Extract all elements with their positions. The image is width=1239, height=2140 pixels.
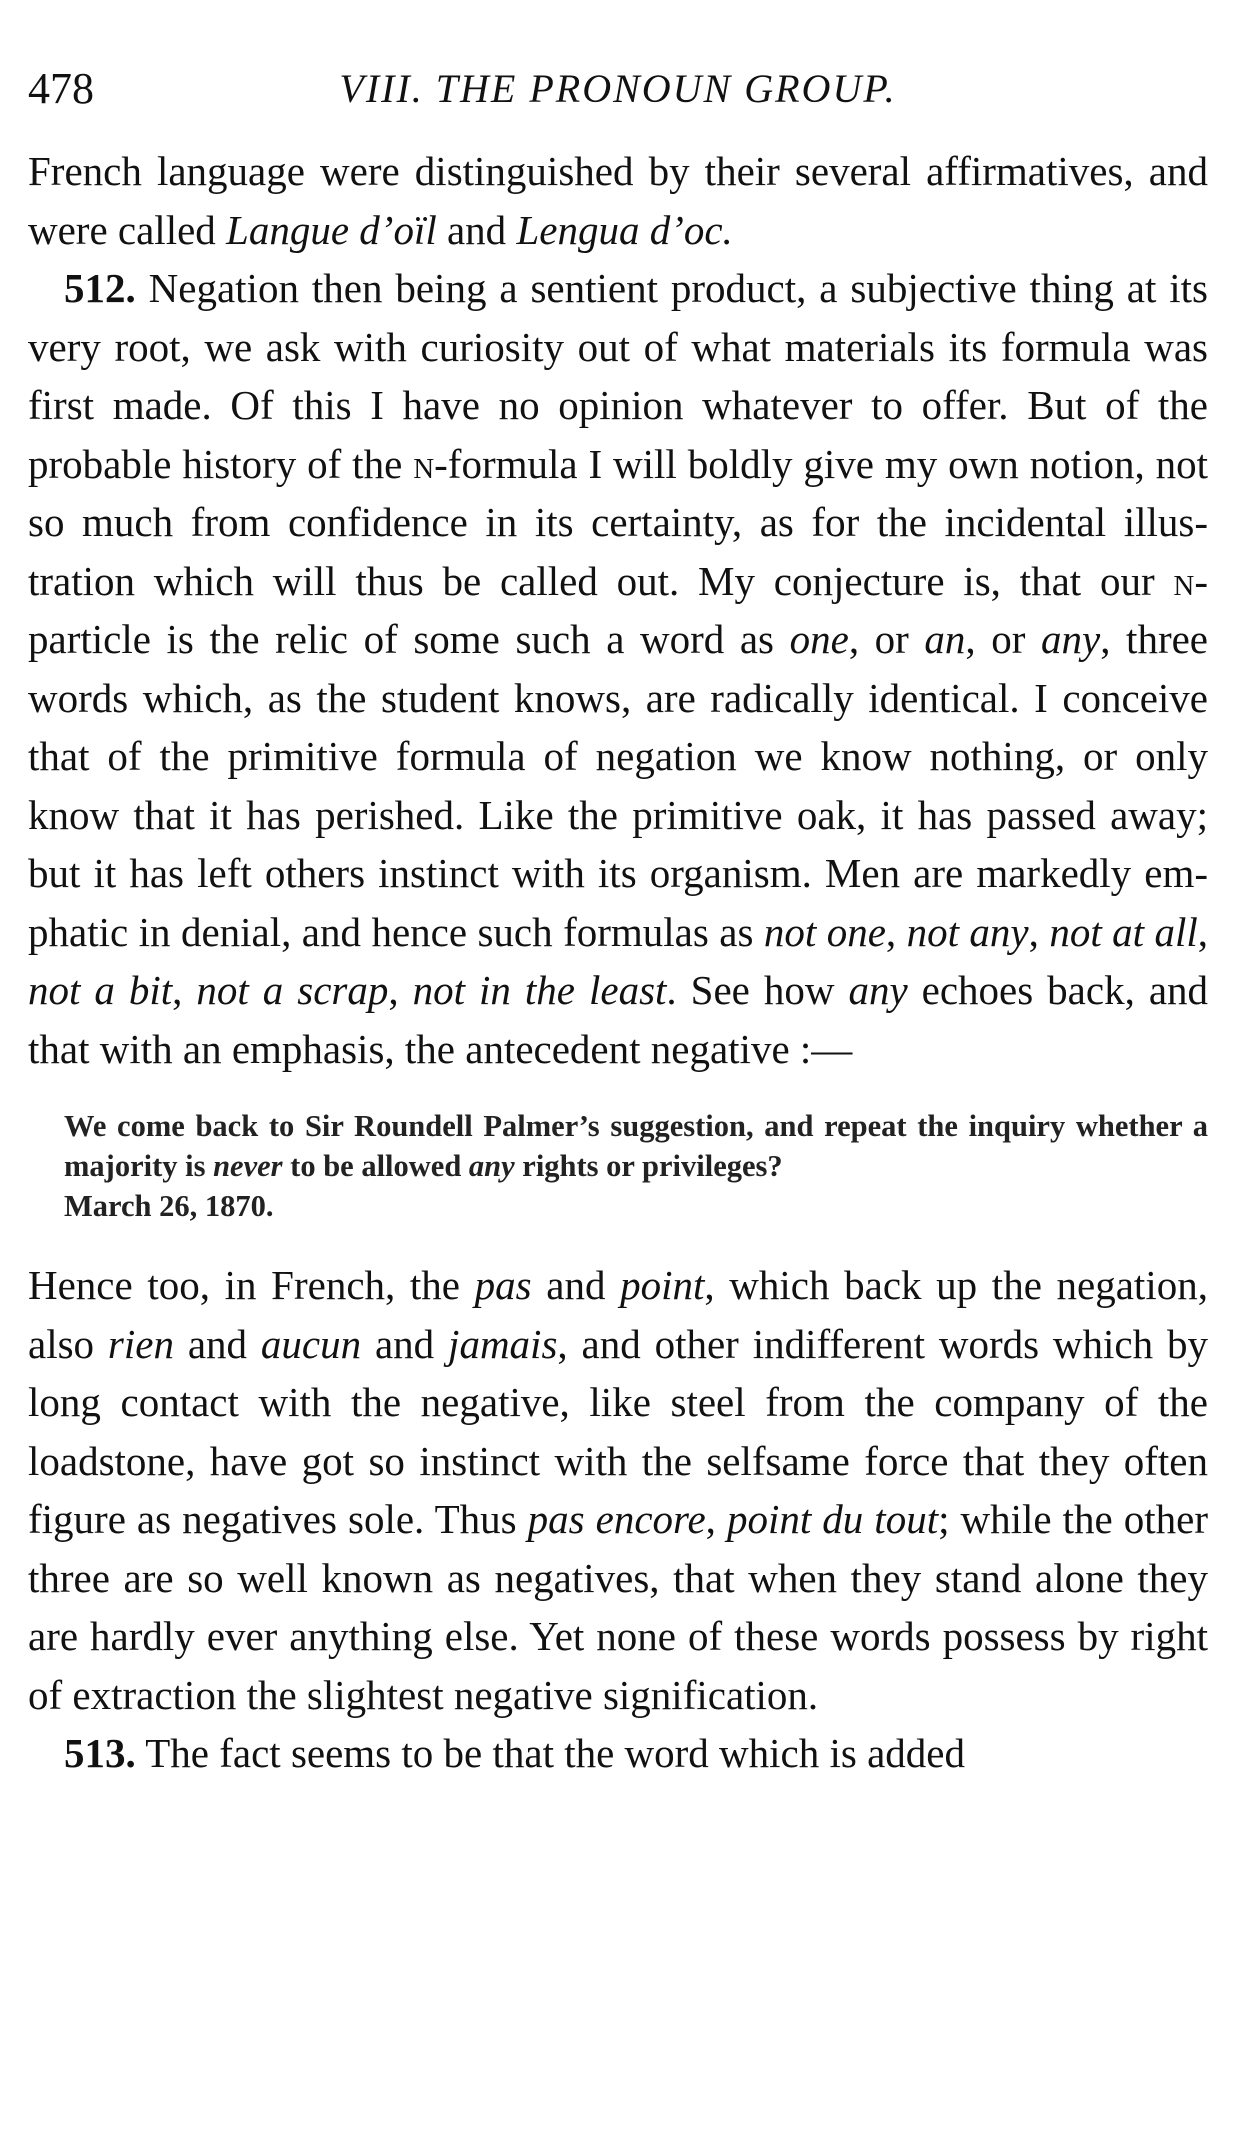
text-run: ,	[172, 967, 197, 1013]
italic-term: Lengua d’oc.	[516, 206, 733, 253]
body-text	[28, 142, 1208, 1783]
italic-term: not any	[906, 908, 1029, 955]
text-run: echoes back, and that with an emphasis, the antecedent negative :—	[28, 967, 1209, 1072]
page-number: 478	[28, 64, 94, 113]
text-run: ; while the other three are so well known as negatives, that when they stand alone they are hardly ever anything else. Yet none of these words possess by right of extraction the slightest negative signification.	[28, 1496, 1209, 1718]
italic-term: jamais	[448, 1320, 558, 1367]
italic-term: pas encore	[527, 1496, 706, 1542]
small-caps-letter: n	[1173, 557, 1195, 604]
italic-term: point	[620, 1262, 705, 1308]
text-run: The fact seems to be that the word which is added	[135, 1730, 965, 1776]
paragraph-continued-french	[28, 1256, 1208, 1724]
text-run: ,	[1028, 908, 1050, 955]
italic-term: any	[468, 1149, 515, 1183]
text-run: ,	[885, 908, 907, 955]
text-run: -formula I will boldly give my own notion, not so much from confidence in its certainty, as for the incidental illustration which will thus be called out. My conjecture is, that our	[28, 440, 1209, 604]
text-run: Negation then being a sentient product, a subjective thing at its very root, we ask with curiosity out of what materials its formula was first made. Of this I have no opinion whatever to offer. But of the probable history of the	[28, 265, 1208, 487]
text-run: ,	[705, 1496, 727, 1542]
text-run: ,	[1197, 908, 1209, 955]
text-run: rights or privileges?	[514, 1149, 783, 1183]
quote-text	[64, 1106, 1208, 1186]
text-run: to be allowed	[282, 1149, 469, 1183]
text-run: . See how	[666, 967, 849, 1013]
running-title: VIII. THE PRONOUN GROUP.	[339, 66, 897, 111]
italic-term: not at all	[1049, 908, 1198, 955]
italic-term: not one	[763, 908, 886, 955]
book-page	[28, 58, 1208, 1783]
text-run: and	[531, 1262, 621, 1308]
page-header	[28, 58, 1208, 120]
italic-term: one	[789, 616, 849, 662]
italic-term: an	[924, 616, 966, 662]
text-run: , or	[965, 616, 1041, 662]
text-run: and	[173, 1320, 261, 1367]
italic-term: point du tout	[726, 1496, 939, 1542]
paragraph-513	[28, 1724, 1208, 1783]
text-run: Hence too, in French, the	[28, 1262, 475, 1308]
quote-date: March 26, 1870.	[64, 1189, 274, 1223]
italic-term: not a bit	[28, 967, 173, 1013]
italic-term: Langue d’oïl	[226, 206, 437, 253]
section-number: 513.	[64, 1730, 136, 1776]
italic-term: not in the least	[412, 967, 667, 1013]
italic-term: not a scrap	[196, 967, 389, 1013]
text-run: , or	[848, 616, 925, 662]
italic-term: never	[213, 1149, 283, 1183]
italic-term: pas	[474, 1262, 532, 1308]
section-number: 512.	[64, 265, 136, 311]
paragraph-continued	[28, 142, 1208, 259]
italic-term: aucun	[260, 1320, 362, 1367]
italic-term: any	[848, 967, 908, 1013]
paragraph-512	[28, 259, 1208, 1078]
text-run: , three words which, as the student knows, are radically identical. I conceive that of the primitive formula of negation we know nothing, or only know that it has perished. Like the primitive oak, it has passed away; but it has left others instinct with its organism. Men are markedly emphatic in denial, and hence such formulas as	[28, 616, 1208, 955]
text-run: -particle is the relic of some such a word as	[28, 557, 1208, 662]
text-run: ,	[388, 967, 413, 1013]
italic-term: any	[1041, 616, 1101, 662]
block-quote	[28, 1106, 1208, 1226]
text-run: French language were distinguished by their several affirmatives, and were called	[28, 148, 1208, 253]
text-run: , which back up the negation, also	[28, 1262, 1208, 1367]
small-caps-letter: n	[413, 440, 435, 487]
text-run: , and other indifferent words which by long contact with the negative, like steel from the company of the loadstone, have got so instinct with the selfsame force that they often figure as negatives sole. Thus	[28, 1320, 1208, 1542]
text-run: and	[361, 1320, 449, 1367]
text-run: and	[436, 206, 517, 253]
text-run: We come back to Sir Roundell Palmer’s suggestion, and repeat the inquiry whether a majority is	[64, 1109, 1208, 1183]
italic-term: rien	[107, 1320, 174, 1367]
